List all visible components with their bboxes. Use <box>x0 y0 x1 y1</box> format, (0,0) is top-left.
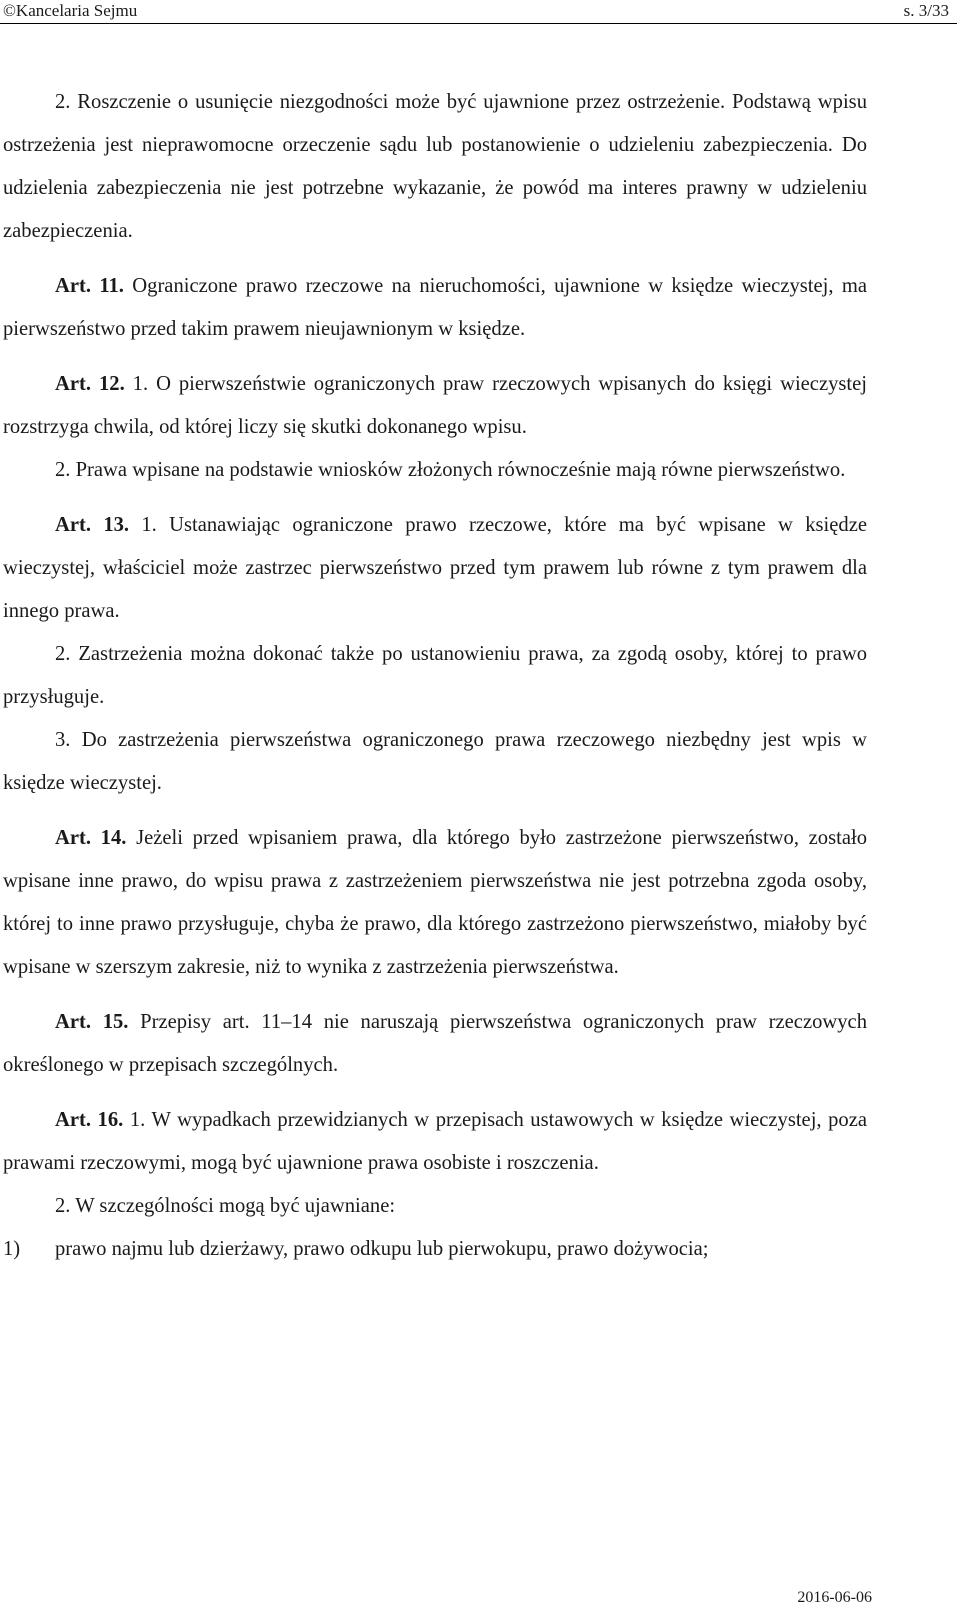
article-heading: Art. 15. <box>55 1011 129 1033</box>
footer-date: 2016-06-06 <box>797 1589 872 1606</box>
article-15: Art. 15. Przepisy art. 11–14 nie naruszają pierwszeństwa ograniczonych praw rzeczowych określonego w przepisach szczególnych. <box>3 1011 867 1076</box>
article-14: Art. 14. Jeżeli przed wpisaniem prawa, dla którego było zastrzeżone pierwszeństwo, zostało wpisane inne prawo, do wpisu prawa z zastrzeżeniem pierwszeństwa nie jest potrzebna zgoda osoby, której to inne prawo przysługuje, chyba że prawo, dla którego zastrzeżono pierwszeństwo, miałoby być wpisane w szerszym zakresie, niż to wynika z zastrzeżenia pierwszeństwa. <box>3 827 867 978</box>
article-heading: Art. 11. <box>55 275 124 297</box>
page-number: s. 3/33 <box>903 1 949 20</box>
page-header <box>0 0 957 24</box>
list-number: 1) <box>3 1238 21 1260</box>
article-heading: Art. 13. <box>55 514 130 536</box>
article-13: Art. 13. 1. Ustanawiając ograniczone prawo rzeczowe, które ma być wpisane w księdze wieczystej, właściciel może zastrzec pierwszeństwo przed tym prawem lub równe z tym prawem dla innego prawa. <box>3 514 867 622</box>
article-heading: Art. 16. <box>55 1109 124 1131</box>
paragraph: 2. Zastrzeżenia można dokonać także po ustanowieniu prawa, za zgodą osoby, której to prawo przysługuje. <box>3 643 867 708</box>
paragraph: 2. Prawa wpisane na podstawie wniosków złożonych równocześnie mają równe pierwszeństwo. <box>55 459 846 481</box>
article-12: Art. 12. 1. O pierwszeństwie ograniczonych praw rzeczowych wpisanych do księgi wieczystej rozstrzyga chwila, od której liczy się skutki dokonanego wpisu. <box>3 373 867 438</box>
article-heading: Art. 14. <box>55 827 127 849</box>
document-body <box>3 81 867 1271</box>
list-text: prawo najmu lub dzierżawy, prawo odkupu lub pierwokupu, prawo dożywocia; <box>55 1238 709 1260</box>
paragraph: 2. W szczególności mogą być ujawniane: <box>55 1195 396 1217</box>
article-11: Art. 11. Ograniczone prawo rzeczowe na nieruchomości, ujawnione w księdze wieczystej, ma pierwszeństwo przed takim prawem nieujawnionym w księdze. <box>3 275 867 340</box>
article-heading: Art. 12. <box>55 373 125 395</box>
paragraph: 3. Do zastrzeżenia pierwszeństwa ograniczonego prawa rzeczowego niezbędny jest wpis w księdze wieczystej. <box>3 729 867 794</box>
article-16: Art. 16. 1. W wypadkach przewidzianych w przepisach ustawowych w księdze wieczystej, poza prawami rzeczowymi, mogą być ujawnione prawa osobiste i roszczenia. <box>3 1109 867 1174</box>
paragraph: 2. Roszczenie o usunięcie niezgodności może być ujawnione przez ostrzeżenie. Podstawą wpisu ostrzeżenia jest nieprawomocne orzeczenie sądu lub postanowienie o udzieleniu zabezpieczenia. Do udzielenia zabezpieczenia nie jest potrzebne wykazanie, że powód ma interes prawny w udzieleniu zabezpieczenia. <box>3 91 867 242</box>
list-item <box>3 1228 867 1271</box>
copyright-label: ©Kancelaria Sejmu <box>3 1 138 20</box>
